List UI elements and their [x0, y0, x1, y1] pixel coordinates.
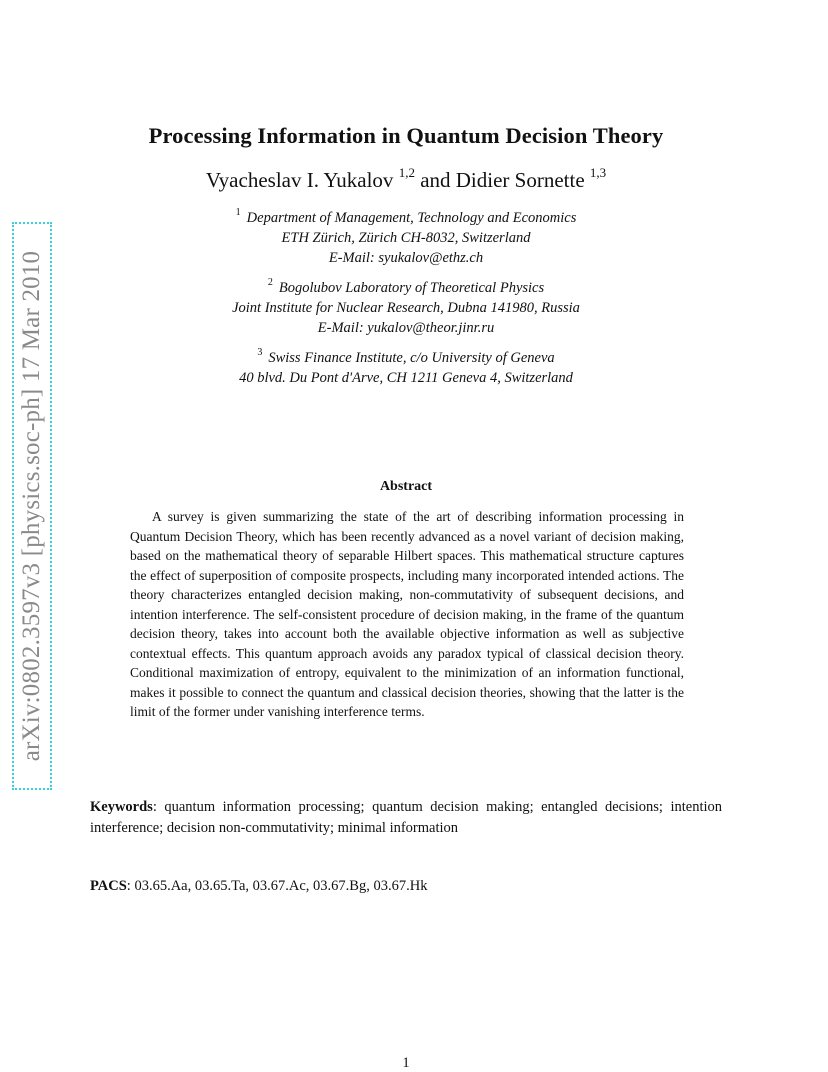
- affiliation-line: $^2$ Bogolubov Laboratory of Theoretical Physics: [267, 277, 545, 296]
- keywords-label: Keywords: [90, 799, 153, 815]
- author-line: [0, 167, 812, 193]
- page-number: 1: [402, 1055, 410, 1071]
- paper-title: Processing Information in Quantum Decision Theory: [148, 123, 664, 148]
- abstract-body: A survey is given summarizing the state of the art of describing information processing in Quantum Decision Theory, which has been recently advanced as a novel variant of decision making, based on the mathematical theory of separable Hilbert spaces. This mathematical structure captures the effect of superposition of composite prospects, including many incorporated intended actions. The theory characterizes entangled decision making, non-commutativity of subsequent decisions, and intention interference. The self-consistent procedure of decision making, in the frame of the quantum decision theory, takes into account both the available objective information as well as subjective contextual effects. This quantum approach avoids any paradox typical of classical decision theory. Conditional maximization of entropy, equivalent to the minimization of an information functional, makes it possible to connect the quantum and classical decision theories, showing that the latter is the limit of the former under vanishing interference terms.: [130, 509, 684, 719]
- affiliation-mark: 2: [267, 277, 273, 288]
- affiliation-line: $^1$ Department of Management, Technology and Economics: [235, 207, 577, 226]
- affiliation-mark: 3: [257, 347, 263, 358]
- arxiv-identifier: arXiv:0802.3597v3 [physics.soc-ph] 17 Mar 2010: [18, 250, 45, 762]
- affiliation-email: E-Mail: yukalov@theor.jinr.ru: [317, 319, 495, 336]
- author-affiliation-marks: 1,2: [398, 165, 415, 180]
- pacs-text: : 03.65.Aa, 03.65.Ta, 03.67.Ac, 03.67.Bg, 03.67.Hk: [126, 878, 428, 894]
- pacs-label: PACS: [90, 878, 127, 894]
- affiliation-2: [0, 274, 812, 338]
- author-joiner: and: [420, 168, 451, 192]
- pacs-section: [90, 876, 722, 897]
- affiliation-email: E-Mail: syukalov@ethz.ch: [328, 249, 484, 266]
- affiliation-3: [0, 344, 812, 388]
- author-name: Vyacheslav I. Yukalov: [205, 168, 394, 192]
- affiliation-line: ETH Zürich, Zürich CH-8032, Switzerland: [281, 229, 531, 246]
- author-affiliation-marks: 1,3: [589, 165, 607, 180]
- affiliation-line: 40 blvd. Du Pont d'Arve, CH 1211 Geneva 4, Switzerland: [239, 369, 573, 386]
- affiliation-line: $^3$ Swiss Finance Institute, c/o University of Geneva: [257, 347, 555, 366]
- author-name: Didier Sornette: [455, 168, 585, 192]
- affiliation-line: Joint Institute for Nuclear Research, Dubna 141980, Russia: [232, 299, 580, 316]
- affiliation-1: [0, 204, 812, 268]
- abstract-heading: Abstract: [379, 479, 433, 494]
- affiliation-mark: 1: [235, 207, 241, 218]
- keywords-section: [90, 797, 722, 839]
- keywords-text: : quantum information processing; quantum decision making; entangled decisions; intention interference; decision non-commutativity; minimal information: [90, 799, 722, 836]
